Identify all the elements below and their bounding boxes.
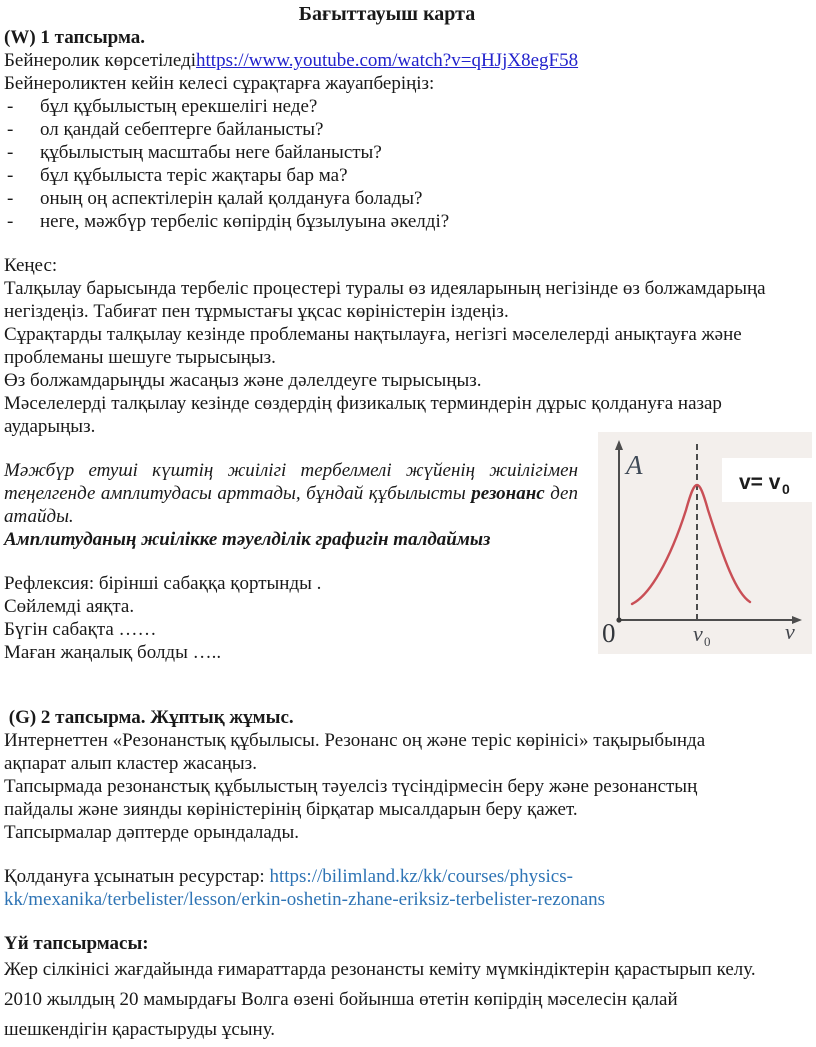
- question-item: [4, 118, 770, 141]
- advice-line: аударыңыз.: [4, 416, 96, 437]
- homework-line: Жер сілкінісі жағдайында ғимараттарда резонансты кеміту мүмкіндіктерін қарастырып келу.: [4, 959, 756, 980]
- task2-heading: (G) 2 тапсырма. Жұптық жұмыс.: [4, 707, 294, 728]
- spacer: [4, 911, 770, 932]
- advice-line: Кеңес:: [4, 255, 58, 276]
- advice-line: негіздеңіз. Табиғат пен тұрмыстағы ұқсас көріністерін іздеңіз.: [4, 301, 509, 322]
- video-caption: Бейнеролик көрсетіледі: [4, 50, 197, 71]
- origin-dot: [616, 617, 621, 622]
- resources-label: Қолдануға ұсынатын ресурстар:: [4, 866, 270, 887]
- reflection-line: Рефлексия: бірінші сабаққа қортынды .: [4, 573, 322, 594]
- amplitude-axis-label: A: [626, 450, 643, 480]
- resources-line: [4, 888, 770, 911]
- dash-bullet: -: [7, 119, 14, 140]
- resonance-definition-line: атайды.: [4, 506, 74, 527]
- advice-line: Мәселелерді талқылау кезінде сөздердің физикалық терминдерін дұрыс қолдануға назар: [4, 393, 722, 414]
- spacer: [4, 233, 770, 254]
- question-item: [4, 210, 770, 233]
- task2-line: Интернеттен «Резонанстық құбылысы. Резонанс оң және теріс көрінісі» тақырыбында: [4, 730, 706, 751]
- reflection-line: Маған жаңалық болды …..: [4, 642, 222, 663]
- homework-heading: Үй тапсырмасы:: [4, 933, 149, 954]
- task1-heading: (W) 1 тапсырма.: [4, 27, 146, 48]
- question-item: [4, 95, 770, 118]
- question-text: оның оң аспектілерін қалай қолдануға болады?: [40, 188, 423, 209]
- resonance-term: резонанс: [471, 483, 545, 504]
- y-axis-arrow-icon: [615, 440, 623, 450]
- youtube-link[interactable]: https://www.youtube.com/watch?v=qHJjX8egF58: [196, 50, 579, 71]
- reflection-line: Бүгін сабақта ……: [4, 619, 157, 640]
- frequency-condition-label: v= v: [739, 471, 781, 494]
- definition-text: теңелгенде амплитудасы арттады, бұндай құбылысты: [4, 483, 466, 504]
- resources-line: [4, 865, 770, 888]
- document-title: Бағыттауыш карта: [298, 3, 476, 25]
- homework-line: шешкендігін қарастыруды ұсыну.: [4, 1019, 276, 1040]
- dash-bullet: -: [7, 211, 14, 232]
- resonance-figure: [598, 432, 812, 654]
- advice-line: Талқылау барысында тербеліс процестері туралы өз идеяларының негізінде өз болжамдарыңа: [4, 278, 766, 299]
- dash-bullet: -: [7, 142, 14, 163]
- question-text: ол қандай себептерге байланысты?: [40, 119, 324, 140]
- dash-bullet: -: [7, 188, 14, 209]
- question-text: бұл құбылыстың ерекшелігі неде?: [40, 96, 318, 117]
- frequency-condition-subscript: 0: [782, 481, 790, 497]
- question-intro: Бейнероликтен кейін келесі сұрақтарға жауапберіңіз:: [4, 73, 435, 94]
- advice-line: Сұрақтарды талқылау кезінде проблеманы нақтылауға, негізгі мәселелерді анықтауға және: [4, 324, 742, 345]
- bilimland-link[interactable]: https://bilimland.kz/kk/courses/physics-: [269, 866, 573, 887]
- spacer: [4, 685, 770, 706]
- advice-line: Өз болжамдарыңды жасаңыз және дәлелдеуге тырысыңыз.: [4, 370, 482, 391]
- question-item: [4, 187, 770, 210]
- question-item: [4, 141, 770, 164]
- reflection-line: Сөйлемді аяқта.: [4, 596, 135, 617]
- resonance-curve: [632, 485, 750, 604]
- homework-line: 2010 жылдың 20 мамырдағы Волга өзені бойынша өтетін көпірдің мәселесін қалай: [4, 989, 678, 1010]
- resonance-definition-line: Мәжбүр етуші күштің жиілігі тербелмелі жүйенің жиілігімен: [4, 460, 578, 481]
- origin-label: 0: [602, 618, 616, 648]
- resonance-definition-block: [4, 459, 578, 551]
- frequency-axis-label: ν: [785, 619, 795, 644]
- question-text: бұл құбылыста теріс жақтары бар ма?: [40, 165, 348, 186]
- task2-line: пайдалы және зиянды көріністерінің бірқатар мысалдарын беру қажет.: [4, 799, 578, 820]
- resonance-definition-line: [4, 482, 578, 505]
- spacer: [4, 844, 770, 865]
- question-text: құбылыстың масштабы неге байланысты?: [40, 142, 382, 163]
- dash-bullet: -: [7, 165, 14, 186]
- task2-line: Тапсырмада резонанстық құбылыстың тәуелсіз түсіндірмесін беру және резонанстың: [4, 776, 698, 797]
- question-text: неге, мәжбүр тербеліс көпірдің бұзылуына әкелді?: [40, 211, 450, 232]
- resonance-frequency-subscript: 0: [704, 634, 711, 649]
- dash-bullet: -: [7, 96, 14, 117]
- task2-line: Тапсырмалар дәптерде орындалады.: [4, 822, 299, 843]
- spacer: [4, 664, 770, 685]
- video-caption-line: [4, 49, 770, 72]
- question-item: [4, 164, 770, 187]
- task2-line: ақпарат алып кластер жасаңыз.: [4, 753, 257, 774]
- analysis-line: Амплитуданың жиілікке тәуелділік графигін талдаймыз: [4, 529, 491, 550]
- definition-text: деп: [550, 483, 578, 504]
- bilimland-link[interactable]: kk/mexanika/terbelister/lesson/erkin-oshetin-zhane-eriksiz-terbelister-rezonans: [4, 889, 606, 910]
- advice-line: проблеманы шешуге тырысыңыз.: [4, 347, 276, 368]
- resonance-frequency-label: ν: [693, 621, 703, 646]
